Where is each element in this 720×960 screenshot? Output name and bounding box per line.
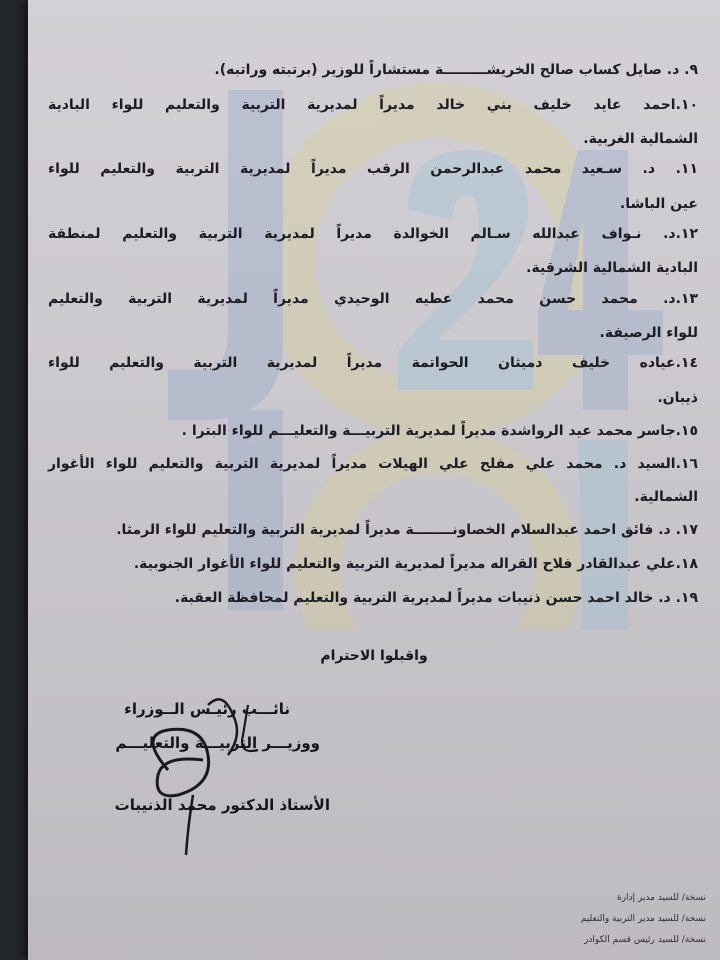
signatory-name: الأستاذ الدكتور محمد الذنيبات bbox=[114, 796, 330, 814]
list-item-14: ١٤.عياده خليف دميثان الحواتمة مديراً لمديرية التربية والتعليم للواء bbox=[48, 355, 698, 371]
closing-phrase: واقبلوا الاحترام bbox=[320, 648, 428, 664]
signatory-title-deputy-pm: نائـــب رئيـس الــوزراء bbox=[124, 700, 290, 718]
list-item-11: ١١. د. سـعيد محمد عبدالرحمن الرقب مديراً لمديرية التربية والتعليم للواء bbox=[48, 161, 698, 177]
list-item-19: ١٩. د. خالد احمد حسن ذنيبات مديراً لمديرية التربية والتعليم لمحافظة العقبة. bbox=[174, 590, 698, 606]
list-item-13: ١٣.د. محمد حسن محمد عطيه الوحيدي مديراً لمديرية التربية والتعليم bbox=[48, 291, 698, 307]
list-item-16-continued: الشمالية. bbox=[634, 489, 698, 505]
copy-to-line-2: نسخة/ للسيد مدير التربية والتعليم bbox=[580, 914, 706, 924]
list-item-15: ١٥.جاسر محمد عيد الرواشدة مديراً لمديرية التربيـــة والتعليـــم للواء البترا . bbox=[181, 423, 698, 439]
list-item-14-continued: ذيبان. bbox=[657, 390, 698, 406]
list-item-18: ١٨.علي عبدالقادر فلاح القراله مديراً لمديرية التربية والتعليم للواء الأغوار الجنوبية. bbox=[133, 556, 698, 572]
list-item-12: ١٢.د. نـواف عبدالله سـالم الخوالدة مديراً لمديرية التربية والتعليم لمنطقة bbox=[48, 226, 698, 242]
list-item-13-continued: للواء الرصيفة. bbox=[599, 325, 698, 341]
list-item-17: ١٧. د. فائق احمد عبدالسلام الخصاونــــــــة مديراً لمديرية التربية والتعليم للواء الرمثا. bbox=[116, 522, 698, 538]
list-item-10: ١٠.احمد عايد خليف بني خالد مديراً لمديرية التربية والتعليم للواء البادية bbox=[48, 97, 698, 113]
copy-to-line-1: نسخة/ للسيد مدير إدارة bbox=[616, 893, 706, 903]
document-page bbox=[28, 0, 720, 960]
signatory-title-minister: ووزيـــر التربيـــة والتعليـــم bbox=[115, 734, 320, 752]
list-item-10-continued: الشمالية الغربية. bbox=[583, 131, 698, 147]
list-item-11-continued: عين الباشا. bbox=[619, 196, 698, 212]
list-item-16: ١٦.السيد د. محمد علي مفلح علي الهيلات مديراً لمديرية التربية والتعليم للواء الأغوار bbox=[48, 456, 698, 472]
copy-to-line-3: نسخة/ للسيد رئيس قسم الكوادر bbox=[584, 935, 706, 945]
list-item-9: ٩. د. صايل كساب صالح الخريشـــــــــة مستشاراً للوزير (برتبته وراتبه). bbox=[214, 62, 698, 78]
list-item-12-continued: البادية الشمالية الشرقية. bbox=[526, 260, 698, 276]
